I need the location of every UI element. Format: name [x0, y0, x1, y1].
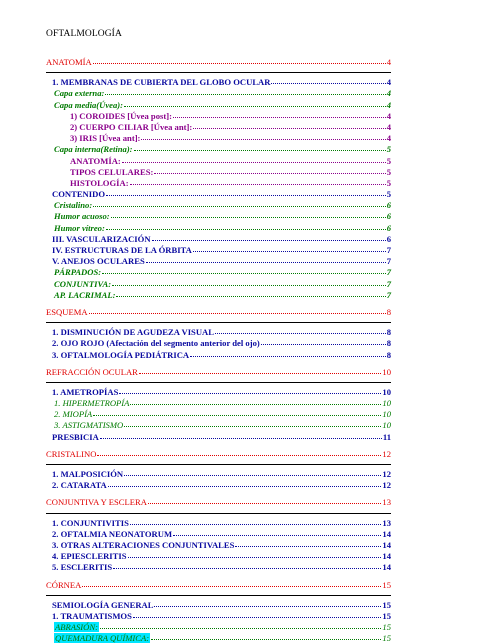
dot-leader	[148, 502, 382, 504]
toc-entry-label: AP. LACRIMAL:	[54, 289, 116, 300]
toc-entry-label: 1. MALPOSICIÓN	[52, 469, 124, 479]
toc-entry-label: QUEMADURA QUÍMICA:	[55, 633, 150, 644]
dot-leader	[130, 183, 386, 185]
toc-page-number: 4	[386, 88, 391, 99]
toc-entry[interactable]	[46, 600, 391, 611]
toc-entry[interactable]	[46, 144, 391, 155]
toc-entry[interactable]	[46, 420, 391, 431]
toc-page-number: 14	[382, 551, 391, 562]
dot-leader	[141, 138, 385, 140]
dot-leader	[108, 485, 382, 487]
dot-leader	[193, 127, 385, 129]
dot-leader	[134, 149, 386, 151]
dot-leader	[106, 228, 386, 230]
toc-entry-label: 1. DISMINUCIÓN DE AGUDEZA VISUAL	[52, 327, 214, 338]
toc-entry-label: IV. ESTRUCTURAS DE LA ÓRBITA	[52, 245, 192, 255]
dot-leader	[105, 93, 385, 95]
toc-entry-label: 3. ASTIGMATISMO	[54, 420, 124, 431]
toc-page-number: 4	[386, 57, 391, 67]
dot-leader	[193, 250, 386, 252]
toc-entry-label: REFRACCIÓN OCULAR	[46, 366, 138, 377]
toc-entry-label: Capa externa:	[54, 88, 105, 99]
toc-entry-label: 1. MEMBRANAS DE CUBIERTA DEL GLOBO OCULAR	[52, 77, 271, 88]
dot-leader	[146, 261, 386, 263]
dot-leader	[154, 172, 385, 174]
dot-leader	[130, 523, 382, 525]
toc-entry[interactable]	[46, 189, 391, 200]
toc-entry[interactable]	[46, 122, 391, 133]
toc-page-number: 11	[382, 431, 391, 442]
toc-page-number: 15	[382, 579, 391, 590]
toc-entry[interactable]	[46, 327, 391, 338]
toc-entry[interactable]	[46, 133, 391, 144]
toc-entry-label: 1. TRAUMATISMOS	[52, 610, 132, 621]
dot-leader	[97, 454, 381, 456]
toc-entry-label: 4. EPIESCLERITIS	[52, 551, 127, 562]
dot-leader	[152, 239, 386, 241]
toc-page-number: 6	[386, 222, 391, 233]
toc-entry[interactable]	[46, 223, 391, 234]
dot-leader	[271, 82, 385, 84]
toc-page-number: 12	[382, 469, 391, 479]
toc-page-number: 8	[386, 349, 391, 360]
toc-page-number: 15	[382, 633, 391, 644]
toc-entry[interactable]	[46, 267, 391, 278]
toc-page-number: 4	[386, 133, 391, 144]
toc-entry[interactable]	[46, 234, 391, 245]
dot-leader	[154, 605, 381, 607]
dot-leader	[100, 437, 382, 439]
toc-entry[interactable]	[46, 156, 391, 167]
toc-entry[interactable]	[46, 338, 391, 349]
dot-leader	[122, 161, 386, 163]
dot-leader	[124, 105, 386, 107]
toc-entry[interactable]	[46, 518, 391, 529]
toc-page-number: 10	[382, 409, 391, 420]
toc-entry-label: ESQUEMA	[46, 306, 88, 317]
toc-page-number: 5	[386, 177, 391, 188]
toc-entry[interactable]	[46, 77, 391, 88]
toc-entry-label: 2. CATARATA	[52, 480, 107, 491]
toc-entry-label: Humor vítreo:	[54, 222, 105, 233]
toc-section-entry[interactable]	[46, 497, 391, 513]
dot-leader	[173, 534, 381, 536]
toc-entry[interactable]	[46, 178, 391, 189]
toc-section-entry[interactable]	[46, 307, 391, 323]
toc-page-number: 4	[386, 99, 391, 110]
toc-entry[interactable]	[46, 409, 391, 420]
toc-page-number: 10	[382, 420, 391, 431]
toc-entry[interactable]	[46, 100, 391, 111]
toc-entry[interactable]	[46, 480, 391, 491]
toc-page-number: 7	[386, 245, 391, 255]
document-title: OFTALMOLOGÍA	[46, 29, 122, 39]
toc-entry[interactable]	[46, 200, 391, 211]
toc-entry[interactable]	[46, 211, 391, 222]
toc-page-number: 10	[382, 386, 391, 397]
toc-entry[interactable]	[46, 622, 391, 633]
dot-leader	[111, 216, 386, 218]
toc-entry[interactable]	[46, 398, 391, 409]
toc-entry[interactable]	[46, 633, 391, 644]
toc-entry-label: SEMIOLOGÍA GENERAL	[52, 599, 154, 610]
dot-leader	[89, 312, 386, 314]
toc-section-entry[interactable]	[46, 57, 391, 73]
toc-entry-label: 1) COROIDES [Úvea post]:	[70, 110, 172, 121]
dot-leader	[124, 425, 381, 427]
toc-entry-label: ANATOMÍA:	[70, 155, 121, 166]
toc-section-entry[interactable]	[46, 367, 391, 383]
dot-leader	[124, 474, 381, 476]
toc-entry[interactable]	[46, 387, 391, 398]
toc-entry-label: 2) CUERPO CILIAR [Úvea ant]:	[70, 121, 193, 132]
dot-leader	[130, 403, 381, 405]
dot-leader	[190, 355, 386, 357]
toc-entry[interactable]	[46, 256, 391, 267]
toc-entry[interactable]	[46, 167, 391, 178]
toc-entry-label: CONJUNTIVA:	[54, 278, 112, 289]
toc-page-number: 15	[382, 610, 391, 621]
toc-entry-label: 1. HIPERMETROPÍA	[54, 398, 130, 409]
toc-entry-label: 3) IRIS [Úvea ant]:	[70, 133, 141, 144]
toc-page-number: 5	[386, 144, 391, 155]
toc-entry-label: CRISTALINO	[46, 448, 97, 459]
toc-page-number: 10	[382, 366, 391, 377]
toc-entry-label: Capa interna(Retina):	[54, 144, 133, 155]
toc-section-entry[interactable]	[46, 580, 391, 596]
toc-entry[interactable]	[46, 611, 391, 622]
toc-entry[interactable]	[46, 540, 391, 551]
toc-page-number: 4	[386, 110, 391, 121]
toc-entry-label: ANATOMÍA	[46, 57, 92, 67]
toc-entry-label: TIPOS CELULARES:	[70, 166, 154, 177]
toc-page-number: 5	[386, 155, 391, 166]
dot-leader	[112, 284, 386, 286]
toc-entry[interactable]	[46, 551, 391, 562]
toc-entry-label: 1. CONJUNTIVITIS	[52, 517, 129, 528]
toc-entry-label: CÓRNEA	[46, 579, 82, 590]
toc-page-number: 7	[386, 256, 391, 267]
toc-entry-label: 1. AMETROPÍAS	[52, 386, 119, 397]
toc-entry-label: 2. MIOPÍA	[54, 409, 93, 420]
toc-page-number: 6	[386, 233, 391, 244]
toc-page-number: 8	[386, 338, 391, 349]
toc-page-number: 13	[382, 497, 391, 508]
toc-entry-label: Cristalino:	[54, 200, 93, 211]
toc-entry-label: V. ANEJOS OCULARES	[52, 256, 145, 267]
toc-entry-label: ABRASIÓN:	[55, 622, 98, 633]
dot-leader	[93, 205, 385, 207]
dot-leader	[116, 295, 385, 297]
toc-page-number: 8	[386, 327, 391, 338]
dot-leader	[82, 585, 381, 587]
toc-page-number: 14	[382, 528, 391, 539]
dot-leader	[102, 272, 386, 274]
toc-entry[interactable]	[46, 432, 391, 443]
table-of-contents	[46, 57, 391, 644]
toc-entry-label: CONTENIDO	[52, 189, 106, 200]
toc-page-number: 13	[382, 517, 391, 528]
toc-page-number: 14	[382, 539, 391, 550]
toc-entry[interactable]	[46, 88, 391, 99]
toc-page-number: 7	[386, 278, 391, 289]
dot-leader	[261, 343, 386, 345]
dot-leader	[139, 372, 381, 374]
toc-page-number: 15	[382, 599, 391, 610]
toc-page-number: 5	[386, 189, 391, 200]
dot-leader	[133, 616, 382, 618]
dot-leader	[235, 545, 381, 547]
toc-page-number: 4	[386, 77, 391, 88]
dot-leader	[93, 414, 381, 416]
toc-entry[interactable]	[46, 245, 391, 256]
toc-entry-label: PRESBICIA	[52, 431, 99, 442]
dot-leader	[128, 556, 382, 558]
toc-entry[interactable]	[46, 279, 391, 290]
dot-leader	[119, 392, 381, 394]
dot-leader	[93, 62, 386, 64]
toc-page-number: 15	[382, 622, 391, 633]
toc-entry-label: Capa media(Úvea):	[54, 99, 123, 110]
toc-page-number: 10	[382, 398, 391, 409]
toc-page-number: 5	[386, 166, 391, 177]
toc-entry-label: 3. OTRAS ALTERACIONES CONJUNTIVALES	[52, 539, 235, 550]
toc-entry[interactable]	[46, 562, 391, 573]
toc-entry[interactable]	[46, 290, 391, 301]
dot-leader	[113, 567, 381, 569]
toc-entry-label: 3. OFTALMOLOGÍA PEDIÁTRICA	[52, 349, 190, 360]
toc-entry-label: III. VASCULARIZACIÓN	[52, 233, 151, 244]
toc-page-number: 12	[382, 480, 391, 491]
toc-section-entry[interactable]	[46, 449, 391, 465]
toc-entry-label: 5. ESCLERITIS	[52, 562, 113, 573]
toc-entry-label: Humor acuoso:	[54, 211, 110, 222]
toc-page-number: 12	[382, 448, 391, 459]
toc-page-number: 14	[382, 562, 391, 573]
dot-leader	[106, 194, 386, 196]
toc-entry[interactable]	[46, 529, 391, 540]
dot-leader	[215, 332, 386, 334]
toc-page-number: 7	[386, 267, 391, 278]
toc-page-number: 7	[386, 289, 391, 300]
toc-entry[interactable]	[46, 111, 391, 122]
toc-entry-label: 2. OJO ROJO (Afectación del segmento anterior del ojo)	[52, 338, 260, 349]
toc-page-number: 6	[386, 200, 391, 211]
dot-leader	[173, 116, 386, 118]
dot-leader	[100, 627, 381, 629]
toc-page-number: 6	[386, 211, 391, 222]
toc-entry[interactable]	[46, 350, 391, 361]
toc-entry-label: HISTOLOGÍA:	[70, 177, 129, 188]
toc-page-number: 4	[386, 121, 391, 132]
toc-entry-label: PÁRPADOS:	[54, 267, 102, 278]
toc-entry[interactable]	[46, 469, 391, 480]
toc-entry-label: CONJUNTIVA Y ESCLERA	[46, 497, 147, 508]
toc-entry-label: 2. OFTALMIA NEONATORUM	[52, 528, 173, 539]
toc-page-number: 8	[386, 306, 391, 317]
